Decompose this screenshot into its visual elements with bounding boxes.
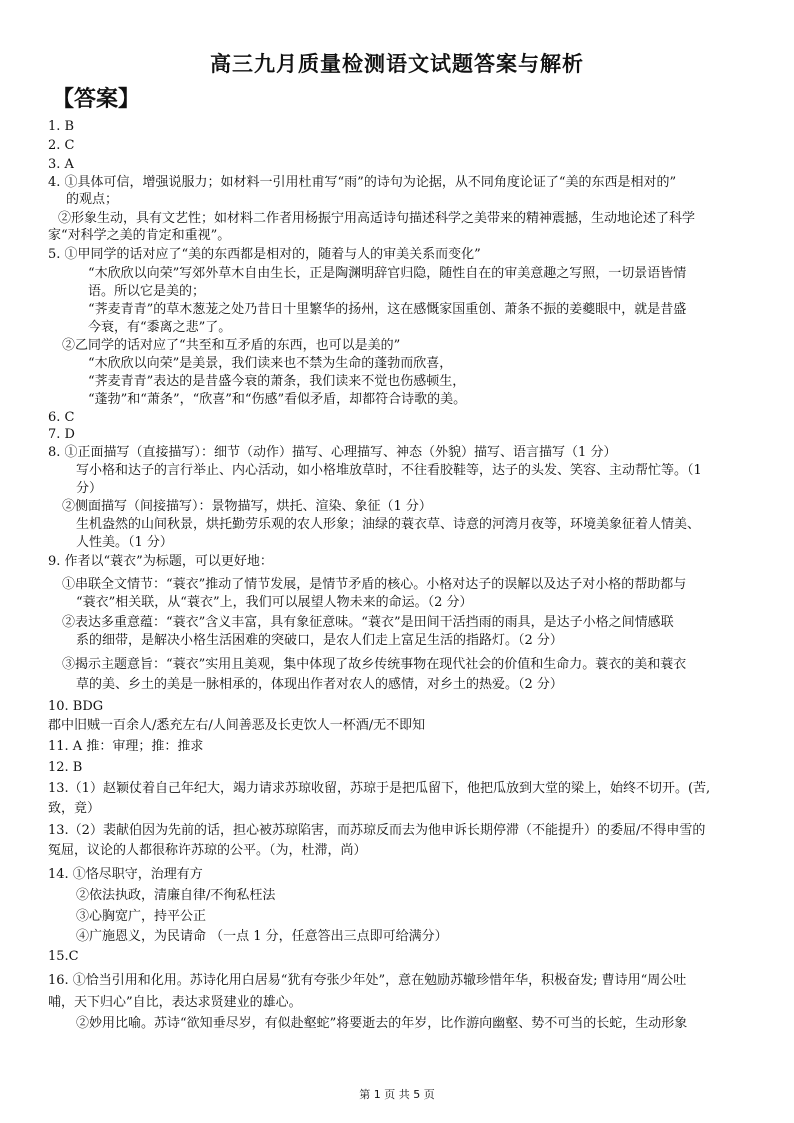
answer-line: 家“对科学之美的肯定和重视”。: [48, 228, 231, 243]
answer-line: ②乙同学的话对应了“共至和互矛盾的东西，也可以是美的”: [62, 338, 401, 353]
answer-line: 7. D: [48, 427, 75, 442]
answer-line: 16. ①恰当引用和化用。苏诗化用白居易“犹有夸张少年处”，意在勉励苏辙珍惜年华，积极奋发; 曹诗用“周公吐: [48, 973, 687, 988]
answer-line: “蓬勃”和“萧条”，“欣喜”和“伤感”看似矛盾，却都符合诗歌的美。: [88, 392, 467, 407]
answer-line: 冤屈，议论的人都很称许苏琼的公平。（为，杜滞，尚）: [48, 843, 367, 858]
answer-line: ②侧面描写（间接描写）：景物描写，烘托、渲染、象征（1 分）: [62, 499, 432, 514]
answer-line: 5. ①甲同学的话对应了“美的东西都是相对的，随着与人的审美关系而变化”: [48, 247, 481, 262]
answer-line: 6. C: [48, 410, 75, 425]
answer-line: 系的细带，是解决小格生活困难的突破口，是农人们走上富足生活的指路灯。（2 分）: [76, 633, 563, 648]
answer-line: 的观点；: [66, 192, 119, 207]
answer-line: 今衰，有“黍离之悲”了。: [88, 320, 232, 335]
answer-line: 致，竟）: [48, 801, 101, 816]
answer-line: 10. BDG: [48, 699, 104, 714]
answer-line: ④广施恩义，为民请命 （一点 1 分，任意答出三点即可给满分）: [76, 929, 448, 944]
answer-line: ③心胸宽广，持平公正: [76, 909, 207, 924]
answer-line: ③揭示主题意旨：“蓑衣”实用且美观，集中体现了故乡传统事物在现代社会的价值和生命力。蓑衣的美和蓑衣: [62, 657, 687, 672]
answer-line: “荠麦青青”表达的是昔盛今衰的萧条，我们读来不觉也伤感顿生，: [88, 374, 466, 389]
answer-line: 3. A: [48, 157, 74, 172]
answer-line: 生机盎然的山间秋景，烘托勤劳乐观的农人形象；油绿的蓑衣草、诗意的河湾月夜等，环境美象征着人情美、: [76, 517, 701, 532]
answer-line: “木欣欣以向荣”是美景，我们读来也不禁为生命的蓬勃而欣喜，: [88, 356, 453, 371]
answer-line: 9. 作者以“蓑衣”为标题，可以更好地：: [48, 554, 273, 569]
document-title: 高三九月质量检测语文试题答案与解析: [210, 52, 584, 76]
answer-line: 11. A 推：审理；推：推求: [48, 739, 204, 754]
answer-line: “荠麦青青”的草木葱茏之处乃昔日十里繁华的扬州，这在感慨家国重创、萧条不振的姜夔眼中，就是昔盛: [88, 302, 687, 317]
answer-line: “蓑衣”相关联，从“蓑衣”上，我们可以展望人物未来的命运。（2 分）: [76, 595, 473, 610]
answer-line: 哺，天下归心”自比，表达求贤建业的雄心。: [48, 995, 302, 1010]
answer-line: 2. C: [48, 138, 75, 153]
answer-line: 8. ①正面描写（直接描写）：细节（动作）描写、心理描写、神态（外貌）描写、语言描写（1 分）: [48, 445, 617, 460]
answer-line: 4. ①具体可信，增强说服力；如材料一引用杜甫写“雨”的诗句为论据，从不同角度论证了“美的东西是相对的”: [48, 175, 677, 190]
answer-line: 14. ①恪尽职守，治理有方: [48, 867, 203, 882]
answer-line: 人性美。（1 分）: [76, 535, 173, 550]
answer-line: 写小格和达子的言行举止、内心活动，如小格堆放草时，不往看胶鞋等，达子的头发、笑容、主动帮忙等。（1: [76, 463, 702, 478]
answer-line: 草的美、乡土的美是一脉相承的，体现出作者对农人的感情，对乡土的热爱。（2 分）: [76, 677, 563, 692]
answer-line: 郡中旧贼一百余人/悉充左右/人间善恶及长吏饮人一杯酒/无不即知: [48, 718, 426, 733]
answer-line: ②依法执政，清廉自律/不徇私枉法: [76, 888, 276, 903]
answer-line: ②表达多重意蕴：“蓑衣”含义丰富，具有象征意味。“蓑衣”是田间干活挡雨的雨具，是达子小格之间情感联: [62, 615, 674, 630]
answer-line: 13.（1）赵颖仗着自己年纪大，竭力请求苏琼收留，苏琼于是把瓜留下，他把瓜放到大堂的梁上，始终不切开。(苦,: [48, 781, 711, 796]
answer-line: 1. B: [48, 119, 75, 134]
answer-heading: 【答案】: [52, 87, 141, 112]
answer-line: 12. B: [48, 760, 83, 775]
answer-line: ②妙用比喻。苏诗“欲知垂尽岁，有似赴壑蛇”将要逝去的年岁，比作游向幽壑、势不可当的长蛇，生动形象: [76, 1016, 688, 1031]
answer-line: 13.（2）裴献伯因为先前的话，担心被苏琼陷害，而苏琼反而去为他申诉长期停滞（不能提升）的委屈/不得申雪的: [48, 823, 706, 838]
answer-line: 分）: [76, 481, 103, 496]
answer-line: 语。所以它是美的；: [88, 284, 206, 299]
page-footer: 第 1 页 共 5 页: [359, 1088, 435, 1101]
answer-line: 15.C: [48, 949, 79, 964]
answer-line: ①串联全文情节：“蓑衣”推动了情节发展，是情节矛盾的核心。小格对达子的误解以及达子对小格的帮助都与: [62, 577, 687, 592]
answer-line: ②形象生动，具有文艺性；如材料二作者用杨振宁用高适诗句描述科学之美带来的精神震撼，生动地论述了科学: [58, 211, 696, 226]
answer-line: “木欣欣以向荣”写郊外草木自由生长，正是陶渊明辞官归隐，随性自在的审美意趣之写照，一切景语皆情: [88, 266, 687, 281]
